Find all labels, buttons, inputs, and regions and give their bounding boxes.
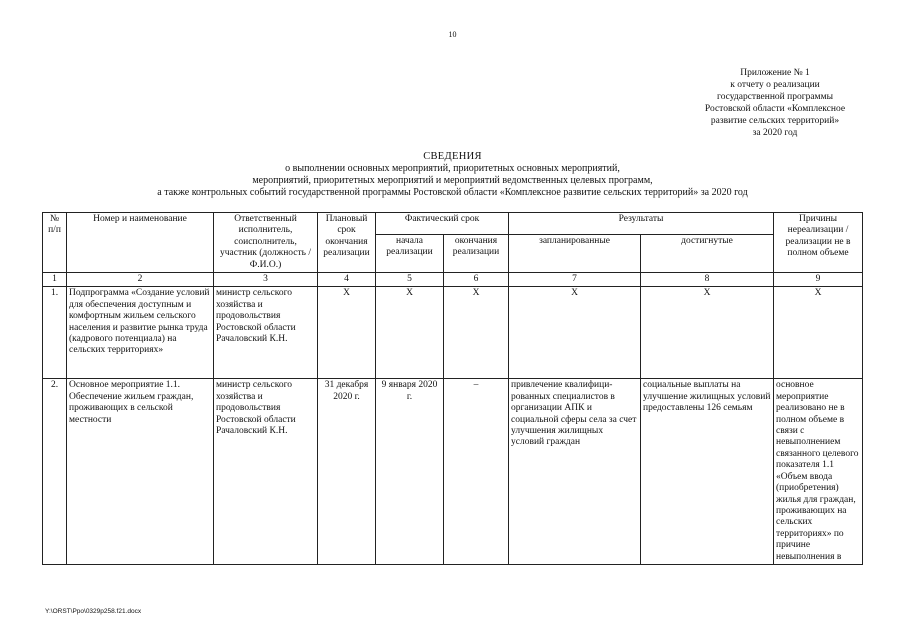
header-results: Результаты <box>509 213 774 235</box>
title-line: мероприятий, приоритетных мероприятий и мероприятий ведомственных целевых программ, <box>252 175 653 186</box>
row-planned: 31 декабря 2020 г. <box>318 379 376 565</box>
title-line: о выполнении основных мероприятий, приоритетных основных мероприятий, <box>285 163 620 174</box>
appendix-line: развитие сельских территорий» <box>710 116 840 126</box>
footer-file-path: Y:\ORST\Ppo\0329p258.f21.docx <box>45 608 142 615</box>
col-number: 6 <box>444 273 509 287</box>
appendix-note <box>690 67 860 139</box>
document-title <box>0 151 905 199</box>
row-name: Основное мероприятие 1.1. Обеспечение жильем граждан, проживающих в сельской местности <box>67 379 214 565</box>
col-number: 1 <box>43 273 67 287</box>
col-number: 2 <box>67 273 214 287</box>
row-results-achieved: Х <box>641 287 774 379</box>
row-num: 2. <box>43 379 67 565</box>
row-results-planned: привлечение квалифици-рованных специалистов в организации АПК и социальной сферы села за счет улучшения жилищных условий граждан <box>509 379 641 565</box>
row-actual-end: Х <box>444 287 509 379</box>
row-actual-start: 9 января 2020 г. <box>376 379 444 565</box>
header-num: № п/п <box>43 213 67 273</box>
header-name: Номер и наименование <box>67 213 214 273</box>
col-number: 4 <box>318 273 376 287</box>
row-responsible: министр сельского хозяйства и продовольствия Ростовской области Рачаловский К.Н. <box>214 379 318 565</box>
column-numbers-row <box>43 273 863 287</box>
title-line: а также контрольных событий государственной программы Ростовской области «Комплексное развитие сельских территорий» за 2020 год <box>157 187 748 198</box>
row-planned: Х <box>318 287 376 379</box>
col-number: 9 <box>774 273 863 287</box>
appendix-line: государственной программы <box>717 92 833 102</box>
header-results-achieved: достигнутые <box>641 234 774 273</box>
row-responsible: министр сельского хозяйства и продовольствия Ростовской области Рачаловский К.Н. <box>214 287 318 379</box>
header-planned: Плановый срок окончания реализации <box>318 213 376 273</box>
col-number: 3 <box>214 273 318 287</box>
col-number: 7 <box>509 273 641 287</box>
row-results-achieved: социальные выплаты на улучшение жилищных условий предоставлены 126 семьям <box>641 379 774 565</box>
appendix-line: Ростовской области «Комплексное <box>704 104 846 114</box>
header-actual-end: окончания реализации <box>444 234 509 273</box>
row-num: 1. <box>43 287 67 379</box>
page-number: 10 <box>448 30 457 39</box>
row-reasons: основное мероприятие реализовано не в полном объеме в связи с невыполнением связанного целевого показателя 1.1 «Объем ввода (приобретения) жилья для граждан, проживающих на сельских территориях» по причине невыполнения в <box>774 379 863 565</box>
appendix-line: Приложение № 1 <box>740 68 810 78</box>
header-responsible: Ответственный исполнитель, соисполнитель, участник (должность / Ф.И.О.) <box>214 213 318 273</box>
col-number: 8 <box>641 273 774 287</box>
row-results-planned: Х <box>509 287 641 379</box>
table-row <box>43 379 863 565</box>
appendix-line: за 2020 год <box>752 128 798 138</box>
header-reasons: Причины нереализации / реализации не в полном объеме <box>774 213 863 273</box>
table-row <box>43 287 863 379</box>
row-name: Подпрограмма «Создание условий для обеспечения доступным и комфортным жильем сельского населения и развитие рынка труда (кадрового потенциала) на сельских территориях» <box>67 287 214 379</box>
row-actual-end: – <box>444 379 509 565</box>
row-reasons: Х <box>774 287 863 379</box>
header-actual: Фактический срок <box>376 213 509 235</box>
row-actual-start: Х <box>376 287 444 379</box>
events-table <box>42 212 863 565</box>
col-number: 5 <box>376 273 444 287</box>
title-heading: СВЕДЕНИЯ <box>423 151 482 162</box>
header-results-planned: запланированные <box>509 234 641 273</box>
appendix-line: к отчету о реализации <box>730 80 820 90</box>
header-actual-start: начала реализации <box>376 234 444 273</box>
